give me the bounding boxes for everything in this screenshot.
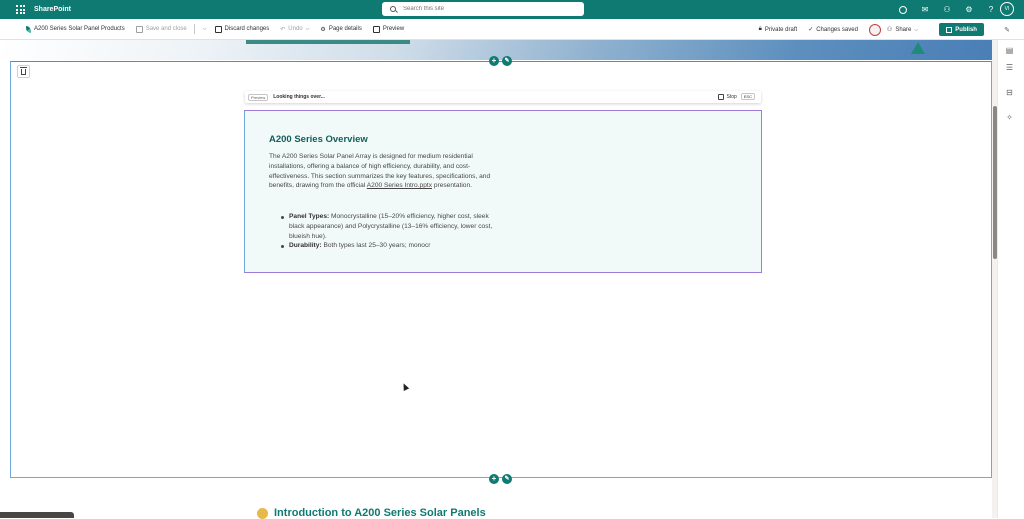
- settings-gear-icon[interactable]: ⚙: [965, 5, 973, 14]
- save-and-close-label: Save and close: [145, 26, 187, 32]
- feature-list: [279, 212, 505, 251]
- page-name-item[interactable]: [26, 26, 125, 33]
- next-section-heading-text: Introduction to A200 Series Solar Panels: [274, 507, 486, 519]
- banner-tree-shape: [911, 42, 925, 54]
- command-bar: [0, 19, 1024, 40]
- overview-paragraph-end: presentation.: [432, 182, 472, 190]
- private-draft-label: Private draft: [764, 26, 798, 33]
- copilot-status-bar: [245, 91, 761, 103]
- undo-button[interactable]: [280, 26, 309, 33]
- bullet-text: Both types last 25–30 years; monocr: [321, 242, 431, 250]
- pin-icon[interactable]: ✧: [1006, 113, 1013, 122]
- list-item: [279, 241, 505, 251]
- page-details-button[interactable]: [320, 26, 361, 33]
- stop-icon: [718, 94, 724, 100]
- generated-text-webpart[interactable]: [244, 110, 762, 273]
- preview-button[interactable]: [373, 26, 404, 33]
- bullet-label: Panel Types:: [289, 213, 330, 220]
- publish-icon: [946, 27, 952, 33]
- copilot-status-text: Looking things over...: [273, 94, 325, 100]
- preview-label: Preview: [382, 26, 405, 32]
- delete-section-button[interactable]: [17, 65, 30, 78]
- avatar[interactable]: VI: [1000, 2, 1014, 16]
- trash-icon: [21, 69, 26, 75]
- app-name[interactable]: SharePoint: [34, 6, 71, 13]
- help-question-icon[interactable]: ?: [988, 5, 994, 14]
- toolbox-icon[interactable]: ▤: [1005, 46, 1014, 55]
- checkmark-icon: ✓: [808, 27, 814, 33]
- copilot-rewrite-icon[interactable]: ✎: [502, 474, 512, 484]
- publish-label: Publish: [955, 26, 977, 33]
- page-name-label: A200 Series Solar Panel Products: [34, 26, 125, 32]
- stop-label: Stop: [726, 93, 737, 100]
- save-icon: [136, 26, 143, 33]
- megaphone-icon[interactable]: ✉: [921, 5, 929, 14]
- divider: [194, 24, 195, 34]
- changes-saved-status: [808, 26, 858, 33]
- banner-accent-strip: [246, 40, 410, 44]
- discard-changes-label: Discard changes: [224, 26, 270, 32]
- chevron-down-icon: ⌵: [305, 26, 310, 32]
- sharepoint-leaf-icon: [26, 26, 31, 33]
- lock-icon: 🔒︎: [758, 26, 762, 32]
- overview-paragraph-text: The A200 Series Solar Panel Array is designed for medium residential installations, offering a balance of high efficiency, durability, and cost-effectiveness. This section summarizes the key features, specifications, and benefits, drawing from the official: [269, 153, 491, 190]
- discard-changes-button[interactable]: [215, 26, 270, 33]
- add-section-icon[interactable]: +: [489, 474, 499, 484]
- suite-bar: [0, 0, 1024, 19]
- esc-key-hint: ESC: [741, 93, 755, 100]
- sun-emoji-icon: [257, 508, 268, 519]
- save-and-close-button[interactable]: [136, 26, 187, 33]
- discard-icon: [215, 26, 222, 33]
- section-toolbar-top: [489, 56, 512, 66]
- share-button[interactable]: [887, 26, 918, 33]
- design-icon[interactable]: ⊟: [1006, 88, 1013, 97]
- share-icon: ⚇: [886, 27, 893, 33]
- undo-icon: ↶: [280, 26, 286, 33]
- source-file-link[interactable]: A200 Series Intro.pptx: [366, 182, 432, 190]
- settings-gear-icon: ⚙: [320, 26, 326, 33]
- next-section-heading: [257, 507, 486, 519]
- list-item: [279, 212, 505, 241]
- search-icon: [390, 6, 396, 12]
- changes-saved-label: Changes saved: [816, 26, 858, 33]
- private-draft-status: [759, 26, 798, 33]
- sliders-icon[interactable]: ☰: [1005, 63, 1014, 72]
- copilot-rewrite-icon[interactable]: ✎: [502, 56, 512, 66]
- co-author-avatar[interactable]: [869, 24, 881, 36]
- page-details-label: Page details: [328, 26, 362, 32]
- search-input[interactable]: [403, 6, 573, 12]
- publish-button[interactable]: [939, 23, 984, 36]
- right-toolbox-rail: [997, 40, 1024, 518]
- chevron-down-icon[interactable]: ⌵: [202, 26, 207, 32]
- add-section-icon[interactable]: +: [489, 56, 499, 66]
- help-circle-icon[interactable]: [898, 5, 908, 15]
- stop-button[interactable]: [718, 93, 755, 100]
- overview-title: A200 Series Overview: [269, 134, 368, 145]
- bullet-label: Durability:: [289, 242, 322, 250]
- section-toolbar-bottom: [489, 474, 512, 484]
- bullet-text: Monocrystalline (15–20% efficiency, higher cost, sleek black appearance) and Polycrystalline (13–16% efficiency, lower cost, blueish hue).: [289, 213, 493, 240]
- app-launcher-icon[interactable]: [11, 0, 30, 19]
- share-label: Share: [895, 26, 912, 33]
- preview-icon: [373, 26, 380, 33]
- preview-badge: Preview: [248, 94, 268, 101]
- overview-paragraph: [269, 152, 503, 191]
- search-box[interactable]: [382, 2, 584, 16]
- people-icon[interactable]: ⚇: [943, 5, 951, 14]
- taskbar-fragment: [0, 512, 74, 518]
- design-ideas-icon[interactable]: ✎: [1004, 26, 1010, 34]
- chevron-down-icon: ⌵: [914, 26, 919, 33]
- undo-label: Undo: [288, 26, 303, 32]
